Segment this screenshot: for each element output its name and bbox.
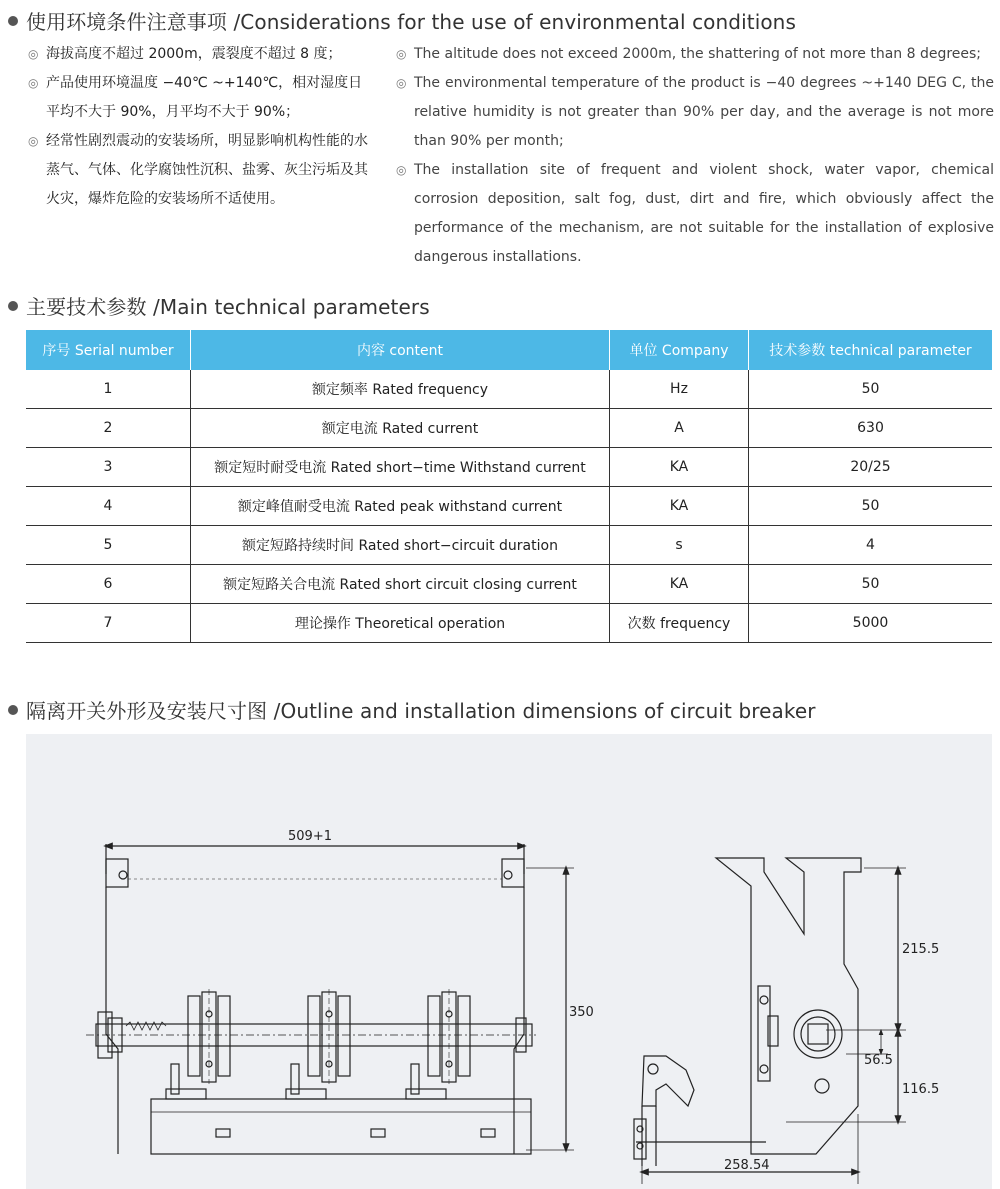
list-item — [396, 40, 994, 69]
column-header: 单位 Company — [610, 330, 749, 370]
bullet-dot-icon — [8, 16, 18, 26]
table-cell: 5 — [26, 526, 191, 565]
technical-drawing — [26, 734, 992, 1189]
table-cell: 50 — [749, 487, 993, 526]
table-cell: 额定短路持续时间 Rated short−circuit duration — [191, 526, 610, 565]
table-cell: 4 — [26, 487, 191, 526]
table-row — [26, 604, 992, 643]
table-cell: 50 — [749, 565, 993, 604]
table-cell: 额定峰值耐受电流 Rated peak withstand current — [191, 487, 610, 526]
section-heading-outline — [8, 695, 816, 724]
list-item-text: The environmental temperature of the product is −40 degrees ~+140 DEG C, the relative humidity is not greater than 90% per day, and the average is not more than 90% per month; — [414, 75, 994, 149]
section-heading-text: 隔离开关外形及安装尺寸图 /Outline and installation dimensions of circuit breaker — [26, 699, 816, 723]
table-row — [26, 370, 992, 409]
table-cell: 20/25 — [749, 448, 993, 487]
section-heading-text: 使用环境条件注意事项 /Considerations for the use of environmental conditions — [26, 10, 796, 34]
dimension-label-side-width: 258.54 — [724, 1158, 770, 1173]
front-view-drawing — [86, 844, 574, 1154]
dimension-label-side-top: 215.5 — [902, 942, 940, 957]
table-header-row — [26, 330, 992, 370]
dimension-label-side-mid: 56.5 — [864, 1053, 893, 1068]
dimension-label-height: 350 — [569, 1005, 594, 1020]
table-row — [26, 526, 992, 565]
section-heading-text: 主要技术参数 /Main technical parameters — [26, 295, 430, 319]
table-cell: 630 — [749, 409, 993, 448]
chinese-conditions-list — [28, 40, 368, 214]
circle-bullet-icon: ◎ — [28, 76, 39, 90]
table-row — [26, 487, 992, 526]
section-heading-parameters — [8, 291, 430, 320]
list-item — [28, 127, 368, 214]
list-item-text: 海拔高度不超过 2000m，震裂度不超过 8 度； — [46, 46, 342, 62]
circle-bullet-icon: ◎ — [396, 47, 407, 61]
bullet-dot-icon — [8, 705, 18, 715]
list-item — [28, 40, 368, 69]
table-cell: 1 — [26, 370, 191, 409]
table-cell: 5000 — [749, 604, 993, 643]
bullet-dot-icon — [8, 301, 18, 311]
column-header: 序号 Serial number — [26, 330, 191, 370]
table-cell: KA — [610, 448, 749, 487]
table-cell: 50 — [749, 370, 993, 409]
technical-parameters-table — [26, 330, 992, 643]
table-cell: 次数 frequency — [610, 604, 749, 643]
column-header: 技术参数 technical parameter — [749, 330, 993, 370]
outline-drawing-panel — [26, 734, 992, 1189]
side-view-drawing — [634, 858, 906, 1184]
list-item-text: The installation site of frequent and violent shock, water vapor, chemical corrosion deposition, salt fog, dust, dirt and fire, which obviously affect the performance of the mechanism, are not suitable for the installation of explosive dangerous installations. — [414, 162, 994, 265]
list-item — [396, 69, 994, 156]
table-cell: 理论操作 Theoretical operation — [191, 604, 610, 643]
table-cell: 4 — [749, 526, 993, 565]
table-cell: 额定短时耐受电流 Rated short−time Withstand current — [191, 448, 610, 487]
table-row — [26, 448, 992, 487]
column-header: 内容 content — [191, 330, 610, 370]
circle-bullet-icon: ◎ — [396, 76, 407, 90]
list-item — [396, 156, 994, 272]
table-row — [26, 565, 992, 604]
table-row — [26, 409, 992, 448]
table-cell: 额定电流 Rated current — [191, 409, 610, 448]
table-cell: 3 — [26, 448, 191, 487]
list-item-text: 产品使用环境温度 −40℃ ~+140℃，相对湿度日平均不大于 90%，月平均不大于 90%； — [46, 75, 363, 120]
english-conditions-list — [396, 40, 994, 272]
circle-bullet-icon: ◎ — [396, 163, 407, 177]
dimension-label-side-bottom: 116.5 — [902, 1082, 940, 1097]
table-cell: 2 — [26, 409, 191, 448]
table-cell: 额定频率 Rated frequency — [191, 370, 610, 409]
section-heading-environment — [8, 6, 796, 35]
circle-bullet-icon: ◎ — [28, 134, 39, 148]
table-cell: s — [610, 526, 749, 565]
circle-bullet-icon: ◎ — [28, 47, 39, 61]
table-cell: 7 — [26, 604, 191, 643]
dimension-label-width: 509+1 — [288, 829, 332, 844]
list-item — [28, 69, 368, 127]
list-item-text: 经常性剧烈震动的安装场所，明显影响机构性能的水蒸气、气体、化学腐蚀性沉积、盐雾、灰尘污垢及其火灾，爆炸危险的安装场所不适使用。 — [46, 133, 368, 207]
table-cell: Hz — [610, 370, 749, 409]
table-cell: KA — [610, 565, 749, 604]
table-cell: A — [610, 409, 749, 448]
table-cell: 额定短路关合电流 Rated short circuit closing current — [191, 565, 610, 604]
table-cell: KA — [610, 487, 749, 526]
table-cell: 6 — [26, 565, 191, 604]
list-item-text: The altitude does not exceed 2000m, the shattering of not more than 8 degrees; — [414, 46, 982, 62]
